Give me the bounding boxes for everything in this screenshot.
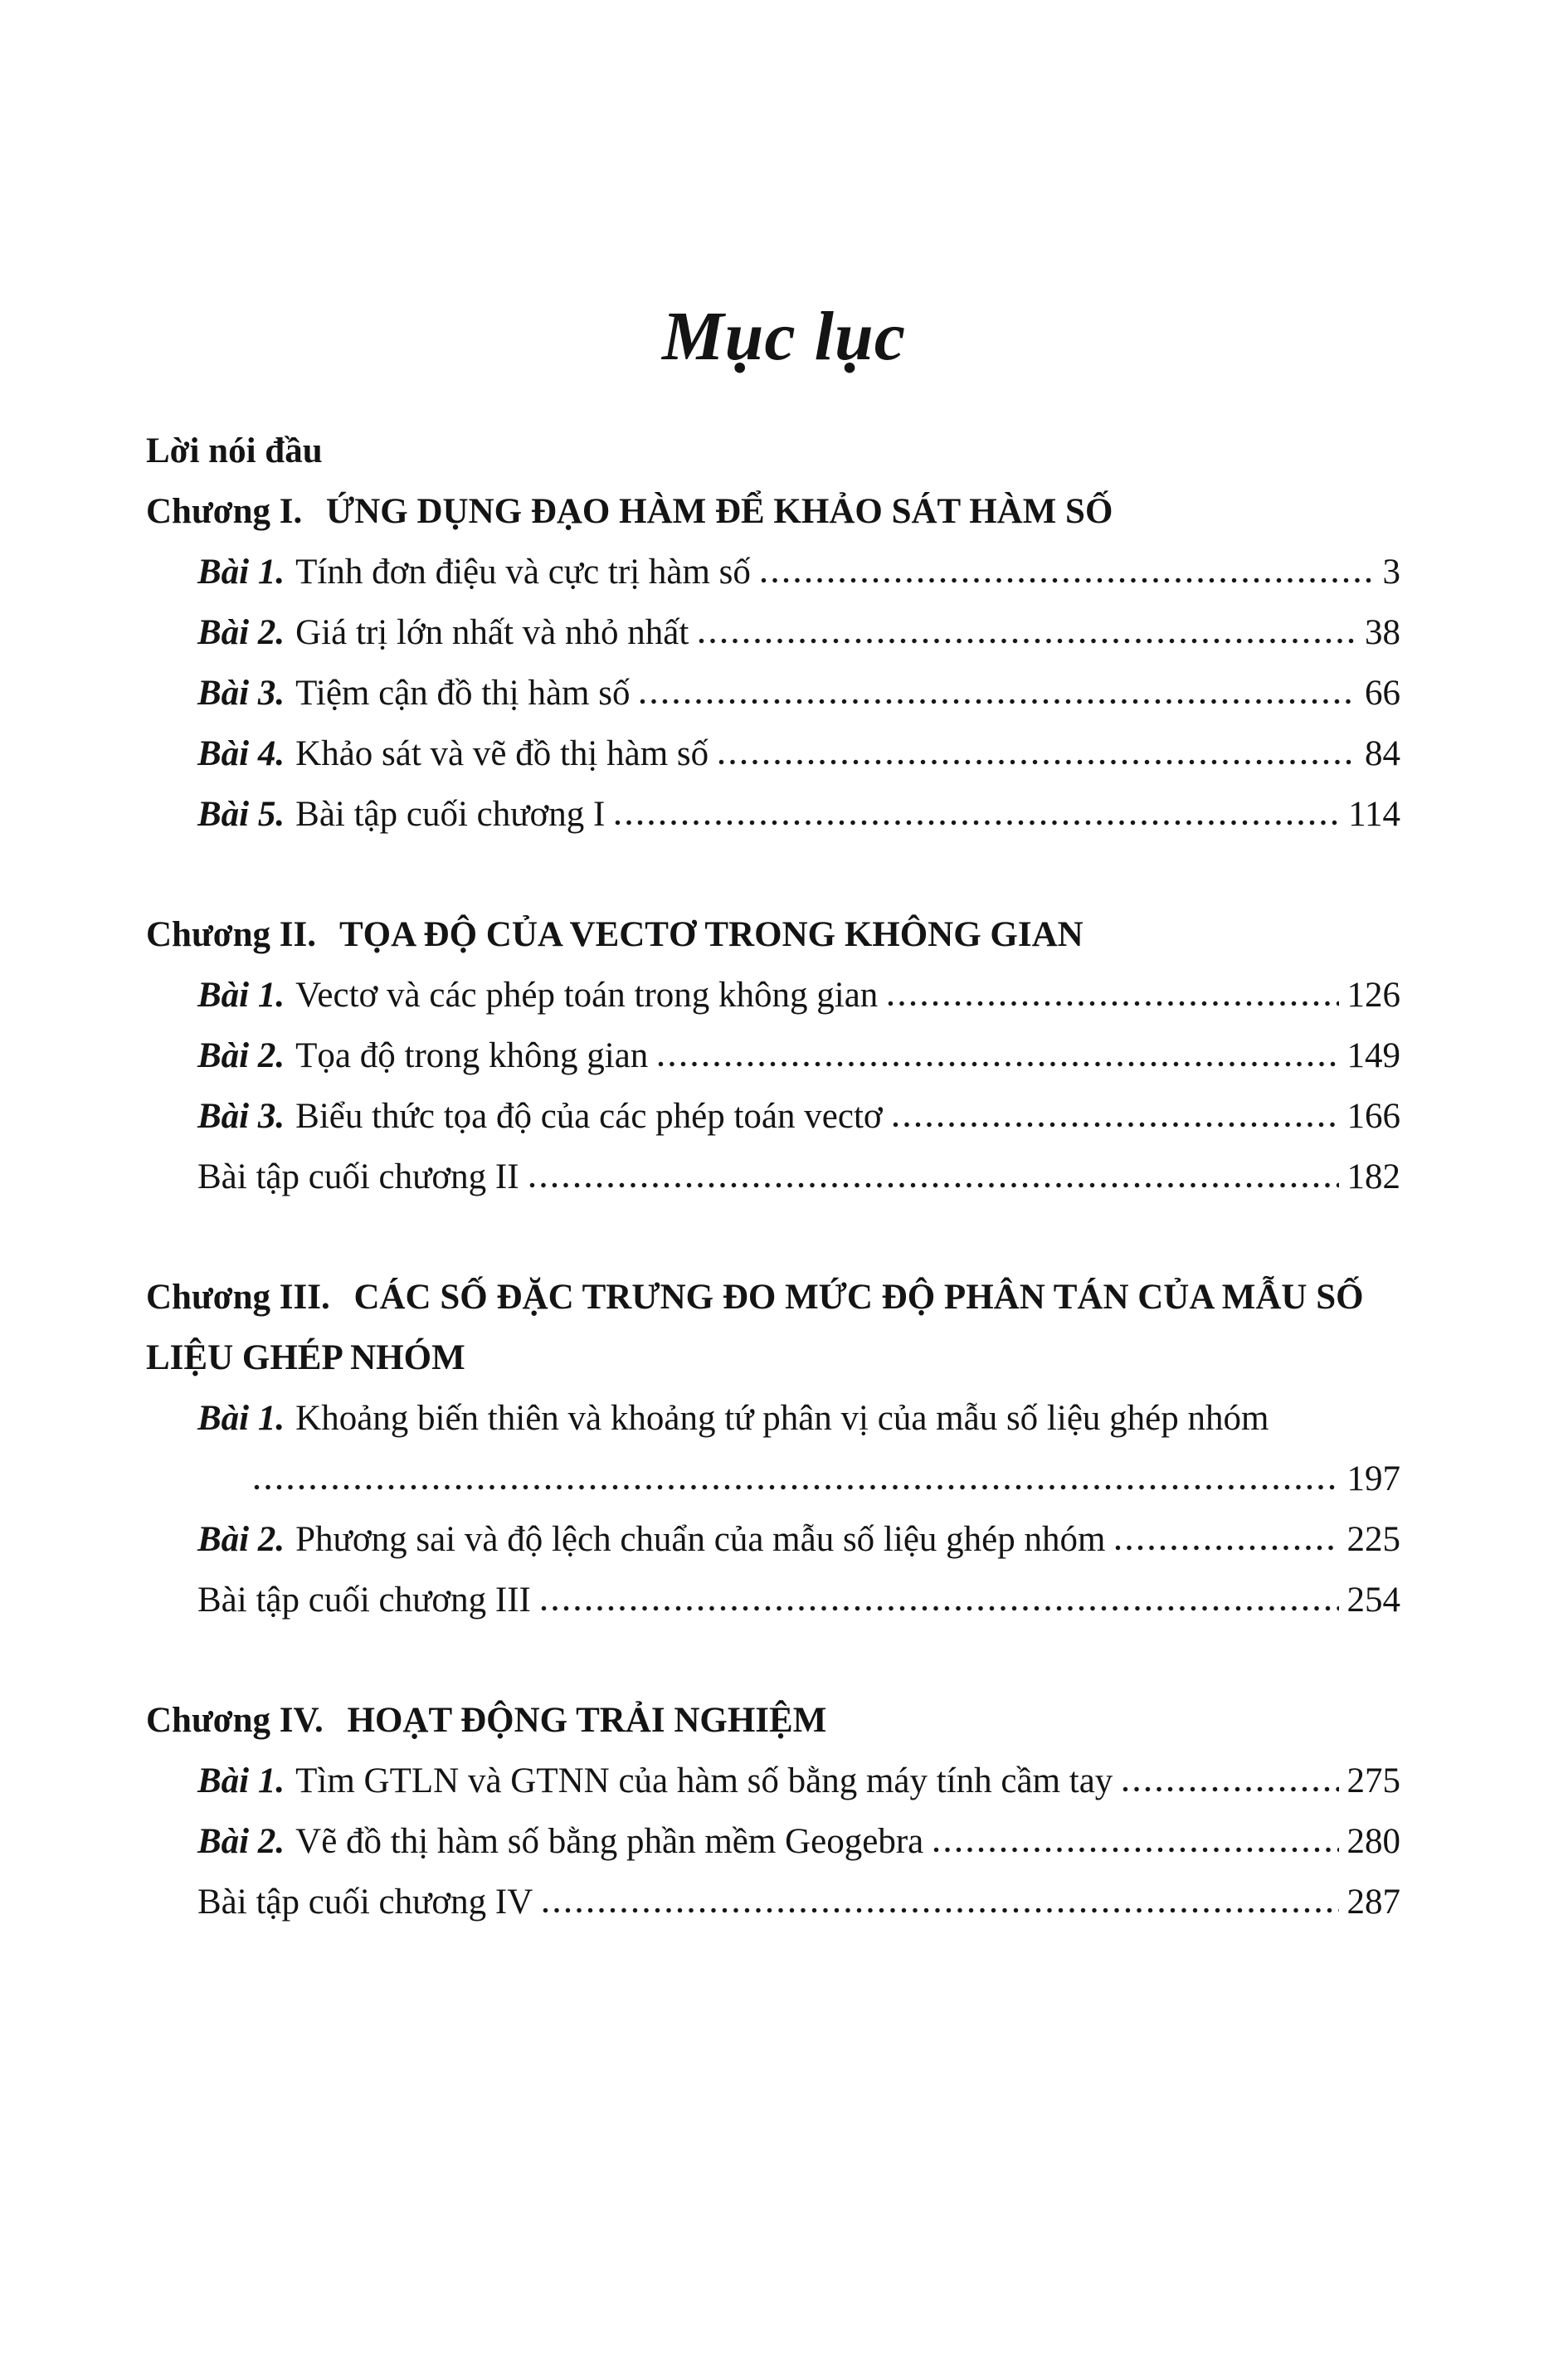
chapter-section-2 xyxy=(146,904,1400,1207)
entry-title: Bài tập cuối chương IV xyxy=(197,1882,533,1922)
entry-label: Bài 1. xyxy=(197,552,285,592)
toc-entry xyxy=(146,542,1400,602)
page-number: 3 xyxy=(1382,552,1400,592)
chapter-section-3 xyxy=(146,1267,1400,1630)
entry-label: Bài 2. xyxy=(197,1519,285,1559)
entry-label: Bài 1. xyxy=(197,1398,285,1438)
dot-leader xyxy=(640,699,1356,704)
page-number: 114 xyxy=(1348,794,1400,834)
page-number: 275 xyxy=(1346,1761,1400,1800)
page-number: 225 xyxy=(1346,1519,1400,1559)
toc-entry xyxy=(146,1751,1400,1811)
page-number: 66 xyxy=(1365,673,1400,713)
entry-title: Bài tập cuối chương I xyxy=(295,794,606,834)
chapter-heading xyxy=(146,1267,1400,1388)
entry-title: Tiệm cận đồ thị hàm số xyxy=(295,673,631,713)
entry-title: Vectơ và các phép toán trong không gian xyxy=(295,975,879,1015)
toc-entry xyxy=(146,1025,1400,1086)
preface-entry: Lời nói đầu xyxy=(146,431,323,470)
dot-leader xyxy=(1122,1786,1338,1792)
entry-title: Giá trị lớn nhất và nhỏ nhất xyxy=(295,612,689,652)
dot-leader xyxy=(1115,1545,1338,1551)
entry-title: Phương sai và độ lệch chuẩn của mẫu số liệu ghép nhóm xyxy=(295,1519,1106,1559)
page-title: Mục lục xyxy=(661,298,907,375)
entry-title: Khoảng biến thiên và khoảng tứ phân vị của mẫu số liệu ghép nhóm xyxy=(295,1398,1269,1438)
dot-leader xyxy=(718,759,1356,765)
toc-entry xyxy=(146,1811,1400,1872)
entry-label: Bài 1. xyxy=(197,1761,285,1800)
toc-entry xyxy=(146,1570,1400,1630)
toc-entry xyxy=(146,784,1400,845)
chapter-title: CÁC SỐ ĐẶC TRƯNG ĐO MỨC ĐỘ PHÂN TÁN CỦA MẪU SỐ LIỆU GHÉP NHÓM xyxy=(146,1277,1364,1377)
entry-title: Vẽ đồ thị hàm số bằng phần mềm Geogebra xyxy=(295,1821,924,1861)
chapter-label: Chương I. xyxy=(146,491,303,531)
page-number: 182 xyxy=(1346,1157,1400,1196)
page-number: 126 xyxy=(1346,975,1400,1015)
chapter-section-1 xyxy=(146,481,1400,845)
entry-title: Biểu thức tọa độ của các phép toán vectơ xyxy=(295,1096,883,1136)
entry-label: Bài 2. xyxy=(197,1035,285,1075)
dot-leader xyxy=(933,1847,1338,1853)
dot-leader xyxy=(888,1001,1338,1006)
chapter-label: Chương IV. xyxy=(146,1700,324,1740)
page-number: 254 xyxy=(1346,1580,1400,1620)
page-number: 280 xyxy=(1346,1821,1400,1861)
dot-leader xyxy=(893,1122,1339,1128)
dot-leader xyxy=(615,820,1340,826)
dot-leader xyxy=(254,1484,1339,1490)
dot-leader xyxy=(543,1907,1338,1913)
entry-title: Tọa độ trong không gian xyxy=(295,1035,649,1075)
page-number: 166 xyxy=(1346,1096,1400,1136)
chapter-label: Chương II. xyxy=(146,914,316,954)
chapter-section-4 xyxy=(146,1690,1400,1932)
toc-entry xyxy=(146,723,1400,784)
entry-title: Tính đơn điệu và cực trị hàm số xyxy=(295,552,751,592)
toc-entry xyxy=(146,663,1400,723)
entry-title: Bài tập cuối chương II xyxy=(197,1157,519,1196)
page-number: 287 xyxy=(1346,1882,1400,1922)
toc-entry xyxy=(146,1086,1400,1147)
entry-label: Bài 2. xyxy=(197,1821,285,1861)
entry-title: Tìm GTLN và GTNN của hàm số bằng máy tính cầm tay xyxy=(295,1761,1113,1800)
toc-entry xyxy=(146,1147,1400,1207)
toc-entry-continuation xyxy=(146,1449,1400,1509)
chapter-heading xyxy=(146,481,1400,542)
dot-leader xyxy=(541,1605,1339,1611)
entry-label: Bài 3. xyxy=(197,1096,285,1136)
entry-label: Bài 2. xyxy=(197,612,285,652)
page-number: 197 xyxy=(1346,1459,1400,1498)
dot-leader xyxy=(529,1182,1339,1188)
toc-entry xyxy=(146,602,1400,663)
chapter-label: Chương III. xyxy=(146,1277,330,1317)
toc-entry xyxy=(146,1872,1400,1932)
dot-leader xyxy=(761,577,1375,583)
entry-label: Bài 5. xyxy=(197,794,285,834)
toc-entry xyxy=(146,1388,1400,1449)
chapter-title: ỨNG DỤNG ĐẠO HÀM ĐỂ KHẢO SÁT HÀM SỐ xyxy=(325,491,1113,531)
chapter-title: HOẠT ĐỘNG TRẢI NGHIỆM xyxy=(347,1700,827,1740)
entry-label: Bài 1. xyxy=(197,975,285,1015)
entry-title: Bài tập cuối chương III xyxy=(197,1580,531,1620)
page-number: 149 xyxy=(1346,1035,1400,1075)
chapter-heading xyxy=(146,1690,1400,1751)
entry-title: Khảo sát và vẽ đồ thị hàm số xyxy=(295,733,709,773)
toc-content xyxy=(0,378,1568,1932)
toc-entry xyxy=(146,965,1400,1025)
toc-entry xyxy=(146,1509,1400,1570)
entry-label: Bài 3. xyxy=(197,673,285,713)
page-number: 84 xyxy=(1365,733,1400,773)
entry-label: Bài 4. xyxy=(197,733,285,773)
page-number: 38 xyxy=(1365,612,1400,652)
chapter-heading xyxy=(146,904,1400,965)
dot-leader xyxy=(658,1061,1338,1067)
dot-leader xyxy=(699,638,1356,644)
chapter-title: TỌA ĐỘ CỦA VECTƠ TRONG KHÔNG GIAN xyxy=(338,914,1083,954)
